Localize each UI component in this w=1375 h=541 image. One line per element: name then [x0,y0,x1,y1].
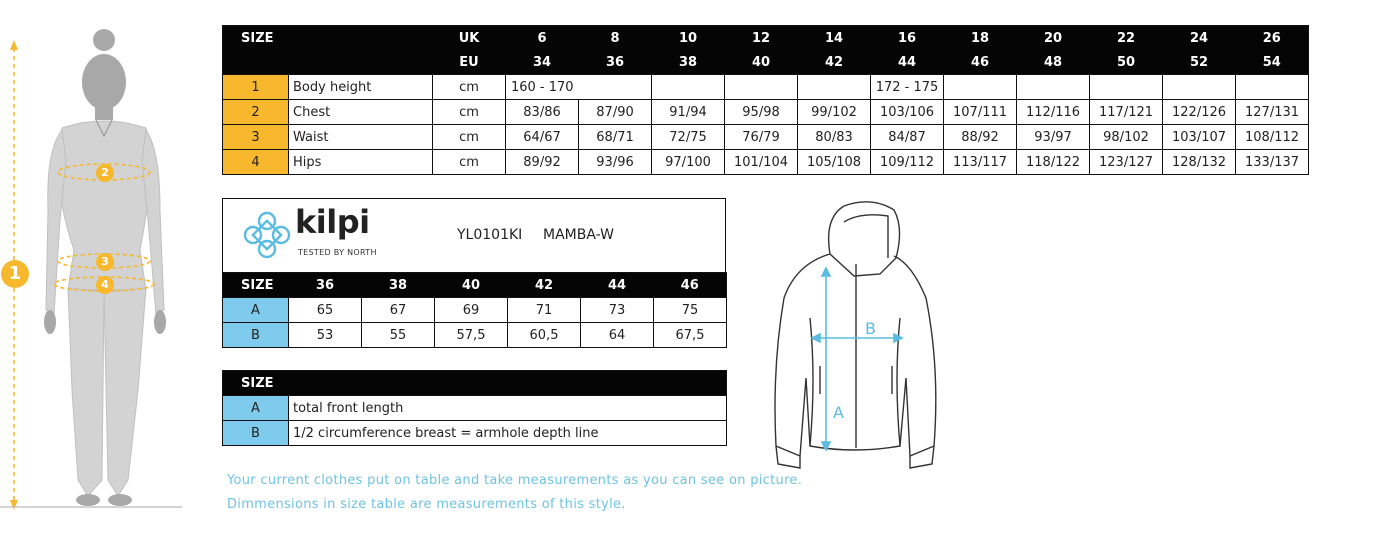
value-cell: 95/98 [725,100,798,125]
style-value-cell: 67,5 [654,323,727,348]
value-cell [1236,75,1309,100]
uk-size-8: 8 [579,26,652,51]
value-cell [1017,75,1090,100]
size-header-blank [223,50,433,75]
style-measurement-table [222,272,727,348]
row-number: 4 [223,150,289,175]
eu-size-40: 40 [725,50,798,75]
style-size-42: 42 [508,273,581,298]
style-size-46: 46 [654,273,727,298]
value-cell: 172 - 175 [871,75,944,100]
eu-size-46: 46 [944,50,1017,75]
value-cell [1163,75,1236,100]
legend-header-blank [289,371,727,396]
row-number: 3 [223,125,289,150]
eu-size-48: 48 [1017,50,1090,75]
marker-1: 1 [1,260,29,288]
measurement-legend-table [222,370,727,446]
value-cell: 118/122 [1017,150,1090,175]
row-label: Hips [289,150,433,175]
jacket-diagram [760,198,950,473]
style-value-cell: 57,5 [435,323,508,348]
value-cell: 133/137 [1236,150,1309,175]
measurement-row [223,100,1309,125]
size-chart-table [222,25,1309,175]
value-cell [725,75,798,100]
value-cell: 109/112 [871,150,944,175]
uk-size-18: 18 [944,26,1017,51]
marker-4: 4 [96,276,114,294]
measurement-row [223,75,1309,100]
value-cell: 101/104 [725,150,798,175]
brand-name: kilpi [295,203,370,241]
style-header-box [222,198,726,272]
style-row-label: A [223,298,289,323]
measurement-row [223,150,1309,175]
style-size-40: 40 [435,273,508,298]
style-row-a [223,298,727,323]
row-number: 1 [223,75,289,100]
value-cell: 160 - 170 [506,75,579,100]
eu-size-44: 44 [871,50,944,75]
eu-size-50: 50 [1090,50,1163,75]
value-cell: 80/83 [798,125,871,150]
style-row-b [223,323,727,348]
style-value-cell: 64 [581,323,654,348]
row-unit: cm [433,75,506,100]
value-cell: 87/90 [579,100,652,125]
value-cell: 103/106 [871,100,944,125]
style-value-cell: 75 [654,298,727,323]
value-cell: 83/86 [506,100,579,125]
style-value-cell: 73 [581,298,654,323]
value-cell: 88/92 [944,125,1017,150]
style-size-label: SIZE [223,273,289,298]
value-cell: 89/92 [506,150,579,175]
row-unit: cm [433,150,506,175]
eu-label: EU [433,50,506,75]
value-cell: 103/107 [1163,125,1236,150]
eu-size-52: 52 [1163,50,1236,75]
uk-size-10: 10 [652,26,725,51]
value-cell: 99/102 [798,100,871,125]
value-cell [652,75,725,100]
legend-size-label: SIZE [223,371,289,396]
value-cell: 122/126 [1163,100,1236,125]
uk-size-6: 6 [506,26,579,51]
value-cell: 127/131 [1236,100,1309,125]
note-measure-instructions: Your current clothes put on table and take measurements as you can see on picture. [227,473,803,488]
legend-row-label: B [223,421,289,446]
value-cell: 113/117 [944,150,1017,175]
value-cell: 105/108 [798,150,871,175]
uk-size-26: 26 [1236,26,1309,51]
uk-size-12: 12 [725,26,798,51]
style-code: YL0101KI [457,227,523,243]
style-size-44: 44 [581,273,654,298]
legend-row-label: A [223,396,289,421]
eu-size-42: 42 [798,50,871,75]
value-cell: 91/94 [652,100,725,125]
size-header-uk-row [223,26,1309,51]
legend-row-a [223,396,727,421]
value-cell: 84/87 [871,125,944,150]
value-cell: 123/127 [1090,150,1163,175]
style-name: MAMBA-W [543,227,614,243]
row-number: 2 [223,100,289,125]
jacket-label-b: B [865,319,876,338]
value-cell: 68/71 [579,125,652,150]
value-cell: 76/79 [725,125,798,150]
marker-3: 3 [96,253,114,271]
kilpi-knot-logo-icon [239,207,295,263]
row-unit: cm [433,100,506,125]
marker-2: 2 [96,164,114,182]
uk-size-14: 14 [798,26,871,51]
style-value-cell: 67 [362,298,435,323]
value-cell: 98/102 [1090,125,1163,150]
style-size-36: 36 [289,273,362,298]
legend-row-text: total front length [289,396,727,421]
eu-size-36: 36 [579,50,652,75]
body-figure [0,10,185,515]
row-label: Waist [289,125,433,150]
measurement-row [223,125,1309,150]
style-value-cell: 69 [435,298,508,323]
value-cell: 117/121 [1090,100,1163,125]
value-cell: 108/112 [1236,125,1309,150]
eu-size-54: 54 [1236,50,1309,75]
note-dimensions: Dimmensions in size table are measurements of this style. [227,497,626,512]
brand-tagline: TESTED BY NORTH [298,248,377,257]
size-header-label: SIZE [223,26,433,51]
eu-size-34: 34 [506,50,579,75]
uk-size-20: 20 [1017,26,1090,51]
size-header-eu-row [223,50,1309,75]
value-cell: 97/100 [652,150,725,175]
style-size-header-row [223,273,727,298]
value-cell: 107/111 [944,100,1017,125]
row-label: Body height [289,75,433,100]
value-cell: 128/132 [1163,150,1236,175]
jacket-label-a: A [833,403,844,422]
value-cell [1090,75,1163,100]
style-value-cell: 55 [362,323,435,348]
uk-label: UK [433,26,506,51]
value-cell [579,75,652,100]
value-cell: 93/97 [1017,125,1090,150]
value-cell: 64/67 [506,125,579,150]
style-value-cell: 53 [289,323,362,348]
value-cell [798,75,871,100]
uk-size-22: 22 [1090,26,1163,51]
style-value-cell: 60,5 [508,323,581,348]
uk-size-16: 16 [871,26,944,51]
value-cell: 93/96 [579,150,652,175]
legend-header-row [223,371,727,396]
row-label: Chest [289,100,433,125]
legend-row-b [223,421,727,446]
style-size-38: 38 [362,273,435,298]
value-cell [944,75,1017,100]
style-value-cell: 71 [508,298,581,323]
legend-row-text: 1/2 circumference breast = armhole depth line [289,421,727,446]
eu-size-38: 38 [652,50,725,75]
value-cell: 112/116 [1017,100,1090,125]
style-row-label: B [223,323,289,348]
row-unit: cm [433,125,506,150]
uk-size-24: 24 [1163,26,1236,51]
value-cell: 72/75 [652,125,725,150]
style-value-cell: 65 [289,298,362,323]
